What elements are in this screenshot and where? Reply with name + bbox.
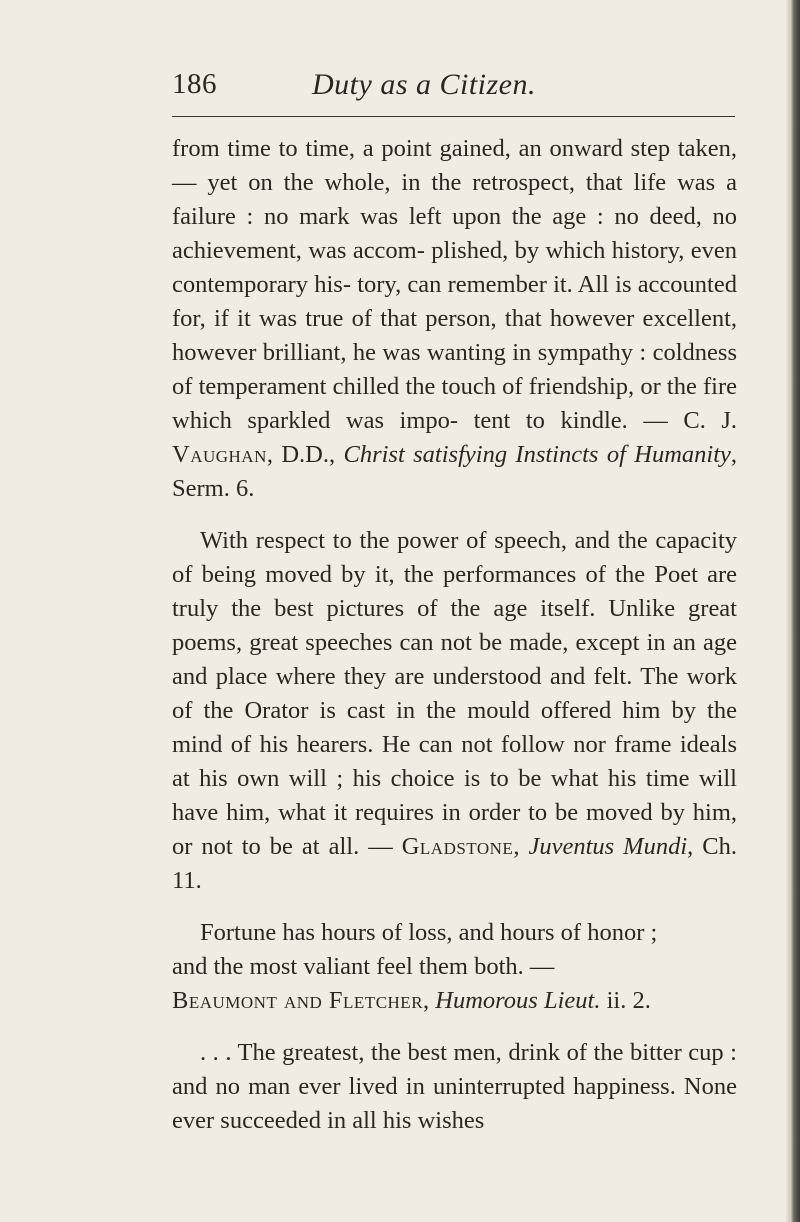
quote-citation: ii. 2. [600, 987, 651, 1014]
quote-author: Gladstone [401, 833, 514, 860]
quote-author: Vaughan [172, 441, 267, 468]
verse-line-2: and the most valiant feel them both. — [172, 953, 555, 980]
quote-text: . . . The greatest, the best men, drink of the bitter cup : and no man ever lived in uninterrupted happiness. None ever succeeded in all his wishes [172, 1039, 737, 1134]
author-suffix: , D.D., [266, 441, 344, 468]
running-title: Duty as a Citizen. [312, 68, 536, 101]
paragraph-gladstone-quote [172, 524, 737, 898]
paragraph-greatest-men [172, 1036, 737, 1138]
quote-citation: , Serm. 6. [172, 441, 738, 502]
quote-citation: , Ch. 11. [172, 833, 738, 894]
author-suffix: , [513, 833, 529, 860]
verse-line-1: Fortune has hours of loss, and hours of honor ; [200, 919, 658, 946]
quote-author: Beaumont and Fletcher [172, 987, 424, 1014]
quote-work-title: Juventus Mundi [528, 833, 688, 860]
quote-attribution [144, 984, 737, 1018]
author-suffix: , [423, 987, 436, 1014]
page-header [172, 68, 752, 108]
body-text [172, 132, 737, 1138]
paragraph-vaughan-quote [172, 132, 737, 506]
page-number: 186 [172, 68, 217, 100]
paragraph-beaumont-quote [172, 916, 737, 1018]
quote-work-title: Humorous Lieut. [435, 987, 601, 1014]
quote-work-title: Christ satisfying Instincts of Humanity [343, 441, 731, 468]
header-rule [172, 116, 735, 117]
quote-text: With respect to the power of speech, and the capacity of being moved by it, the performances of the Poet are truly the best pictures of the age itself. Unlike great poems, great speeches can not be made, except in an age and place where they are understood and felt. The work of the Orator is cast in the mould offered him by the mind of his hearers. He can not follow nor frame ideals at his own will ; his choice is to be what his time will have him, what it requires in order to be moved by him, or not to be at all. — [172, 527, 737, 860]
page-edge-shadow [786, 0, 800, 1222]
quote-text: from time to time, a point gained, an onward step taken, — yet on the whole, in the retrospect, that life was a failure : no mark was left upon the age : no deed, no achievement, was accom- plished, by which history, even contemporary his- tory, can remember it. All is accounted for, if it was true of that person, that however excellent, however brilliant, he was wanting in sympathy : coldness of temperament chilled the touch of friendship, or the fire which sparkled was impo- tent to kindle. — C. J. [172, 135, 737, 434]
